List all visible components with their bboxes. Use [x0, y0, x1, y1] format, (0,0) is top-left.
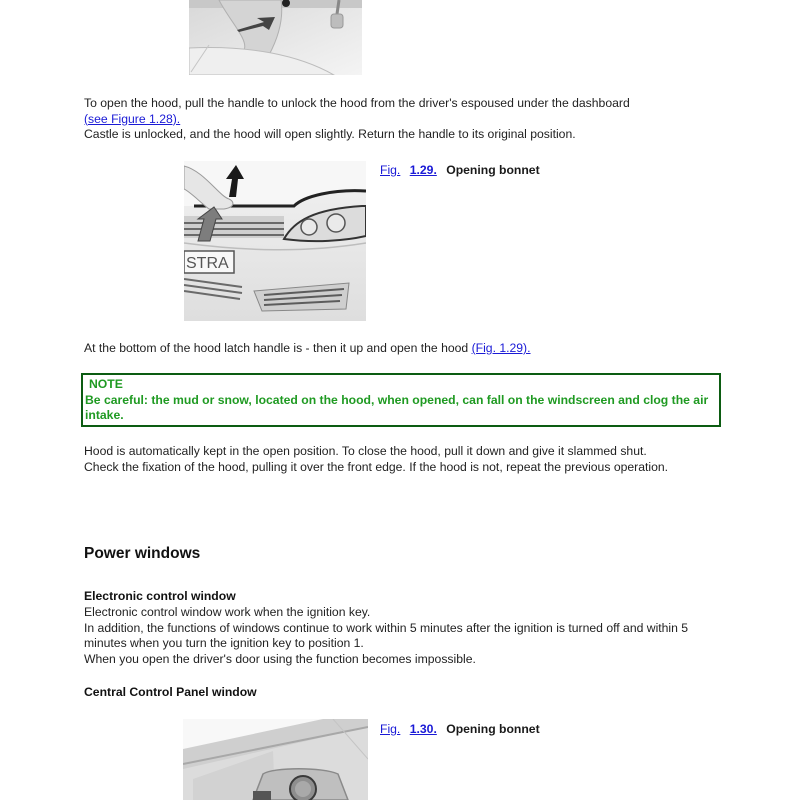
note-body: Be careful: the mud or snow, located on the hood, when opened, can fall on the windscreen and clog the air intake. [85, 392, 709, 422]
subheading-electronic-control-window: Electronic control window [84, 589, 236, 603]
figure-title: Opening bonnet [446, 163, 540, 177]
figure-1-28-image [189, 0, 362, 75]
window-control-panel-illustration [183, 719, 368, 800]
fig-1-29-link[interactable]: (Fig. 1.29). [471, 341, 531, 355]
paragraph-text: Castle is unlocked, and the hood will open slightly. Return the handle to its original position. [84, 127, 576, 141]
see-figure-1-28-link[interactable]: (see Figure 1.28). [84, 111, 181, 126]
note-box [81, 373, 721, 427]
paragraph-text: Electronic control window work when the ignition key. [84, 605, 371, 619]
paragraph-text: When you open the driver's door using the function becomes impossible. [84, 651, 476, 666]
fig-link[interactable]: Fig. [380, 163, 401, 177]
figure-title: Opening bonnet [446, 722, 540, 736]
section-heading-power-windows: Power windows [84, 545, 201, 562]
subheading-central-control-panel: Central Control Panel window [84, 685, 257, 699]
figure-1-30-image [183, 719, 368, 800]
paragraph-electronic-control [84, 605, 724, 667]
figure-1-29-caption [380, 163, 540, 178]
paragraph-hood-open [84, 96, 724, 143]
paragraph-text: In addition, the functions of windows continue to work within 5 minutes after the ignition is turned off and within 5 minutes when you turn the ignition key to position 1. [84, 620, 689, 650]
license-plate-text: STRA [186, 255, 229, 272]
figure-1-30-caption [380, 722, 540, 737]
fig-number-link[interactable]: 1.29. [409, 163, 437, 177]
fig-number-link[interactable]: 1.30. [409, 722, 437, 736]
opening-bonnet-illustration [184, 161, 366, 321]
paragraph-latch-handle [84, 341, 724, 357]
paragraph-text: Hood is automatically kept in the open position. To close the hood, pull it down and give it slammed shut. [84, 444, 647, 458]
paragraph-text: Check the fixation of the hood, pulling it over the front edge. If the hood is not, repeat the previous operation. [84, 459, 669, 474]
hood-release-handle-illustration [189, 0, 362, 75]
fig-link[interactable]: Fig. [380, 722, 401, 736]
figure-1-29-image [184, 161, 366, 321]
paragraph-hood-close [84, 444, 724, 475]
note-title: NOTE [89, 377, 123, 391]
paragraph-text: At the bottom of the hood latch handle is - then it up and open the hood [84, 341, 472, 355]
paragraph-text: To open the hood, pull the handle to unlock the hood from the driver's espoused under the dashboard [84, 96, 630, 110]
